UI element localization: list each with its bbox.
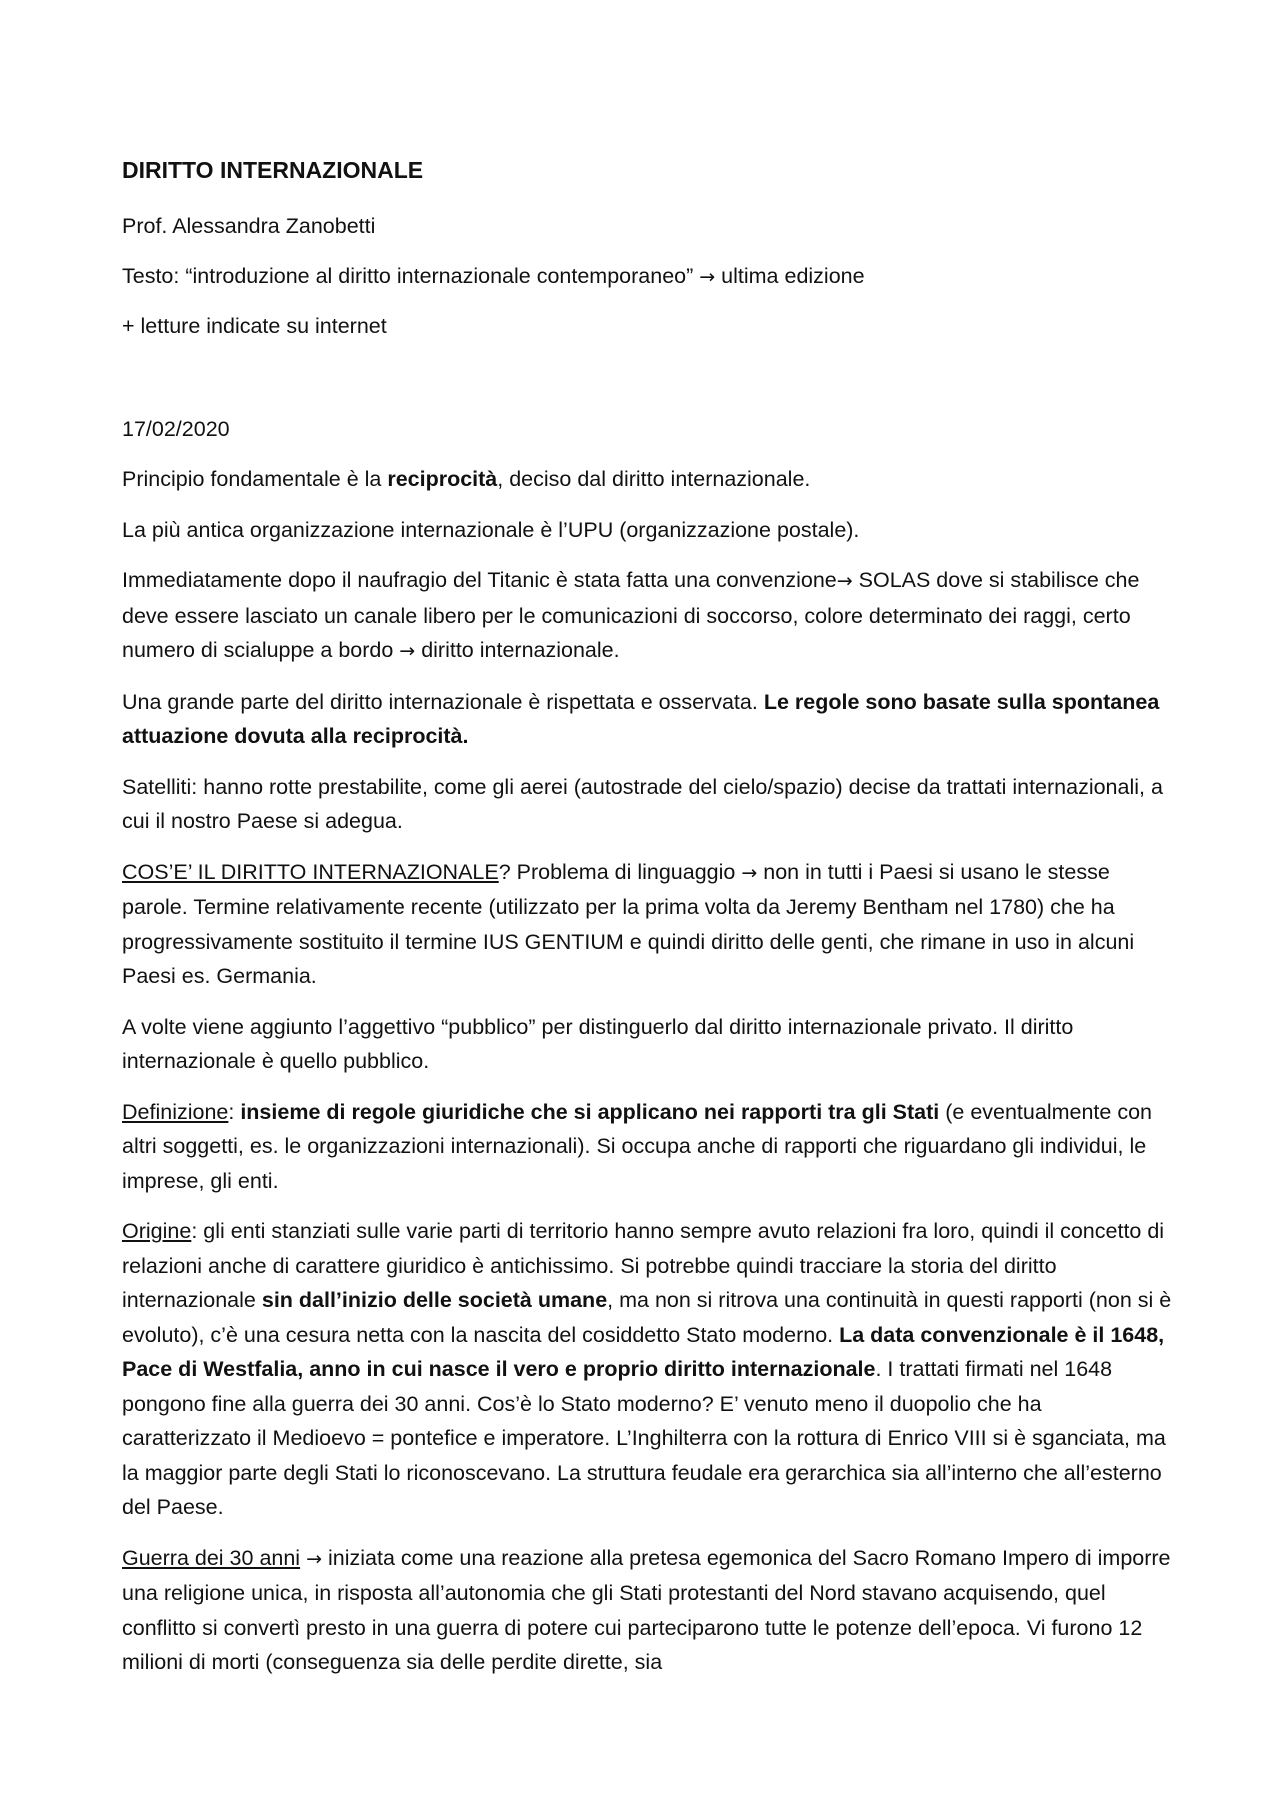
text-run: , ma non si ritrova una continuità in questi rapporti (non si è evoluto), c’è una cesura netta con la nascita del cosiddetto Stato moderno.: [122, 1288, 1172, 1347]
textbook-edition: ultima edizione: [715, 263, 865, 288]
text-run: SOLAS dove si stabilisce che deve essere lasciato un canale libero per le comunicazioni di soccorso, colore determinato dei raggi, certo numero di scialuppe a bordo: [122, 568, 1140, 662]
paragraph-public: [122, 1010, 1172, 1079]
underlined-heading: Guerra dei 30 anni: [122, 1545, 301, 1570]
arrow-right-icon: →: [741, 861, 758, 884]
paragraph-upu: [122, 513, 1172, 548]
paragraph-definition: [122, 1095, 1172, 1199]
arrow-right-icon: →: [836, 570, 853, 592]
text-run: ? Problema di linguaggio: [498, 859, 742, 884]
text-run: La più antica organizzazione internazionale è l’UPU (organizzazione postale).: [122, 517, 860, 542]
text-run: : gli enti stanziati sulle varie parti di territorio hanno sempre avuto relazioni fra loro, quindi il concetto di relazioni anche di carattere giuridico è antichissimo. Si potrebbe quindi tracciare la storia del diritto internazionale: [122, 1219, 1165, 1312]
paragraph-satellites: [122, 770, 1172, 839]
text-run: Una grande parte del diritto internazionale è rispettata e osservata.: [122, 689, 764, 714]
paragraph-origin: [122, 1214, 1172, 1525]
underlined-heading: COS’E’ IL DIRITTO INTERNAZIONALE: [122, 859, 499, 884]
professor-line: Prof. Alessandra Zanobetti: [122, 214, 376, 238]
readings-line: + letture indicate su internet: [122, 314, 387, 338]
underlined-heading: Definizione: [122, 1099, 229, 1124]
text-run: (e eventualmente con altri soggetti, es. le organizzazioni internazionali). Si occupa anche di rapporti che riguardano gli individui, le imprese, gli enti.: [122, 1099, 1152, 1193]
text-run: :: [228, 1099, 241, 1124]
paragraph-titanic: [122, 563, 1172, 669]
underlined-heading: Origine: [122, 1219, 192, 1243]
textbook-line: [122, 259, 1172, 295]
bold-run: Le regole sono basate sulla spontanea attuazione dovuta alla reciprocità.: [122, 689, 1160, 748]
text-run: iniziata come una reazione alla pretesa egemonica del Sacro Romano Impero di imporre una religione unica, in risposta all’autonomia che gli Stati protestanti del Nord stavano acquisendo, quel conflitto si convertì presto in una guerra di potere cui parteciparono tutte le potenze dell’epoca. Vi furono 12 milioni di morti (conseguenza sia delle perdite dirette, sia: [122, 1545, 1171, 1674]
arrow-right-icon: →: [306, 1547, 322, 1570]
text-run: Principio fondamentale è la: [122, 467, 388, 491]
bold-run: sin dall’inizio delle società umane: [261, 1288, 608, 1312]
paragraph-rules: [122, 685, 1172, 754]
document-title: DIRITTO INTERNAZIONALE: [122, 157, 424, 183]
text-run: A volte viene aggiunto l’aggettivo “pubblico” per distinguerlo dal diritto internazionale privato. Il diritto internazionale è quello pubblico.: [122, 1014, 1074, 1073]
text-run: Satelliti: hanno rotte prestabilite, come gli aerei (autostrade del cielo/spazio) decise da trattati internazionali, a cui il nostro Paese si adegua.: [122, 774, 1163, 833]
bold-run: La data convenzionale è il 1648, Pace di Westfalia, anno in cui nasce il vero e proprio diritto internazionale: [122, 1322, 1165, 1381]
text-run: , deciso dal diritto internazionale.: [497, 467, 811, 491]
lecture-date: 17/02/2020: [122, 416, 230, 441]
text-run: diritto internazionale.: [415, 638, 620, 662]
text-run: non in tutti i Paesi si usano le stesse parole. Termine relativamente recente (utilizzato per la prima volta da Jeremy Bentham nel 1780) che ha progressivamente sostituito il termine IUS GENTIUM e quindi diritto delle genti, che rimane in uso in alcuni Paesi es. Germania.: [122, 859, 1135, 988]
textbook-text: Testo: “introduzione al diritto internazionale contemporaneo”: [122, 263, 694, 288]
paragraph-definition-question: [122, 855, 1172, 994]
text-run: . I trattati firmati nel 1648 pongono fine alla guerra dei 30 anni. Cos’è lo Stato moderno? E’ venuto meno il duopolio che ha caratterizzato il Medioevo = pontefice e imperatore. L’Inghilterra con la rottura di Enrico VIII si è sganciata, ma la maggior parte degli Stati lo riconoscevano. La struttura feudale era gerarchica sia all’interno che all’esterno del Paese.: [122, 1357, 1166, 1519]
document-body: [122, 155, 1172, 1696]
paragraph-reciprocity: [122, 462, 1172, 497]
bold-run: insieme di regole giuridiche che si applicano nei rapporti tra gli Stati: [240, 1099, 940, 1124]
text-run: Immediatamente dopo il naufragio del Titanic è stata fatta una convenzione: [122, 568, 837, 592]
arrow-right-icon: →: [399, 640, 416, 662]
arrow-right-icon: →: [699, 265, 716, 288]
bold-run: reciprocità: [387, 467, 498, 491]
paragraph-thirty-years-war: [122, 1541, 1172, 1680]
